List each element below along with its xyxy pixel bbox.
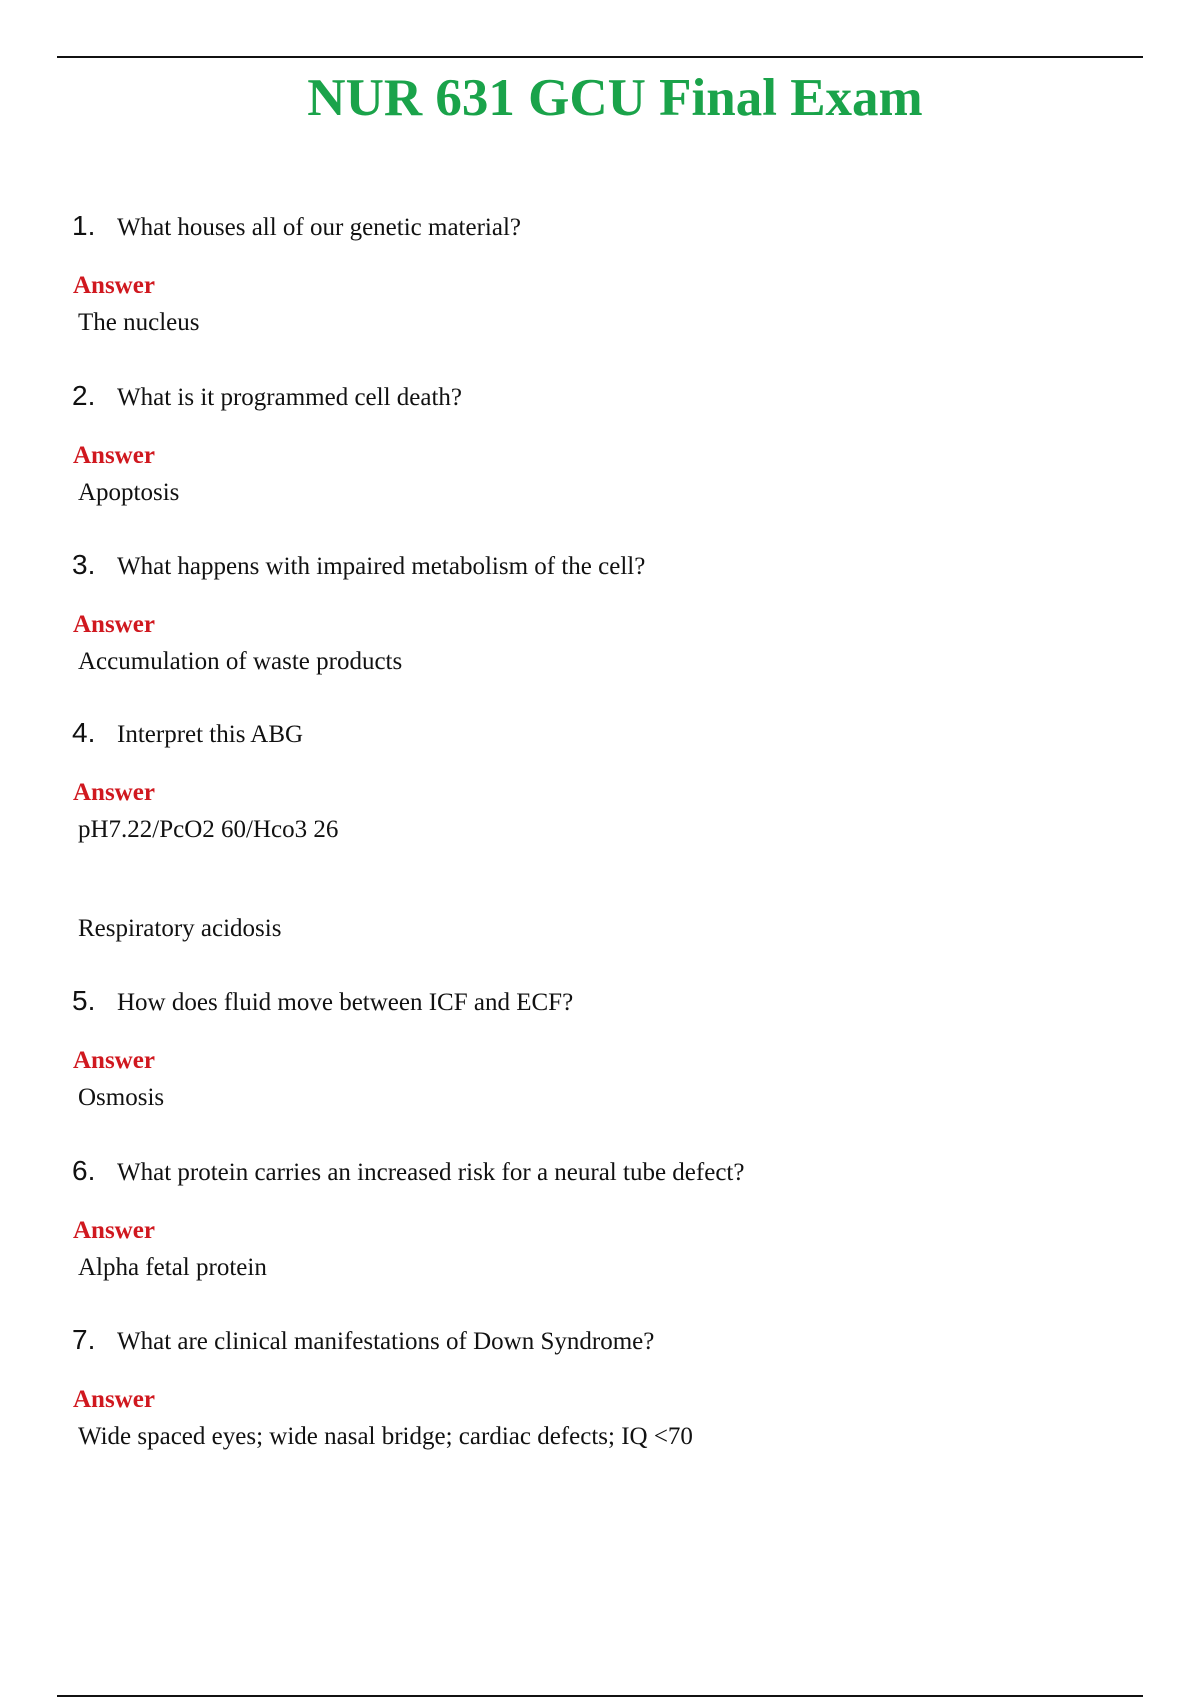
answer-label: Answer — [73, 1386, 155, 1413]
question-number: 2. — [72, 380, 96, 411]
question-number: 4. — [72, 717, 96, 748]
answer-label: Answer — [73, 442, 155, 469]
qa-item-5 — [72, 985, 1152, 1111]
question-text: What houses all of our genetic material? — [117, 214, 522, 241]
qa-item-2 — [72, 380, 1152, 506]
top-divider — [57, 56, 1143, 58]
answer-text: The nucleus — [78, 309, 200, 336]
qa-item-6 — [72, 1155, 1152, 1281]
question-number: 5. — [72, 985, 96, 1016]
answer-label: Answer — [73, 611, 155, 638]
question-text: What are clinical manifestations of Down Syndrome? — [117, 1328, 655, 1355]
question — [72, 380, 1152, 420]
question-number: 1. — [72, 210, 96, 241]
answer-text: Accumulation of waste products — [78, 648, 403, 675]
answer-text: Alpha fetal protein — [78, 1254, 267, 1281]
qa-item-3 — [72, 549, 1152, 675]
question — [72, 549, 1152, 589]
answer-text: Wide spaced eyes; wide nasal bridge; cardiac defects; IQ <70 — [78, 1423, 693, 1450]
question-number: 3. — [72, 549, 96, 580]
answer-label: Answer — [73, 1217, 155, 1244]
question-text: What protein carries an increased risk for a neural tube defect? — [117, 1159, 745, 1186]
question-number: 6. — [72, 1155, 96, 1186]
answer-text: Osmosis — [78, 1084, 165, 1111]
question — [72, 210, 1152, 250]
qa-item-7 — [72, 1324, 1152, 1450]
answer-label: Answer — [73, 272, 155, 299]
answer-label: Answer — [73, 779, 155, 806]
question — [72, 1324, 1152, 1364]
qa-item-4 — [72, 717, 1152, 942]
document-title: NUR 631 GCU Final Exam — [307, 69, 923, 127]
question-text: What is it programmed cell death? — [117, 384, 463, 411]
question — [72, 1155, 1152, 1195]
bottom-divider — [57, 1695, 1143, 1697]
question-text: How does fluid move between ICF and ECF? — [117, 989, 574, 1016]
question-number: 7. — [72, 1324, 96, 1355]
answer-text: pH7.22/PcO2 60/Hco3 26 Respiratory acidosis — [78, 816, 339, 942]
question — [72, 717, 1152, 757]
answer-label: Answer — [73, 1047, 155, 1074]
question-text: Interpret this ABG — [117, 721, 304, 748]
answer-text: Apoptosis — [78, 479, 180, 506]
question — [72, 985, 1152, 1025]
qa-item-1 — [72, 210, 1152, 336]
question-text: What happens with impaired metabolism of the cell? — [117, 553, 646, 580]
